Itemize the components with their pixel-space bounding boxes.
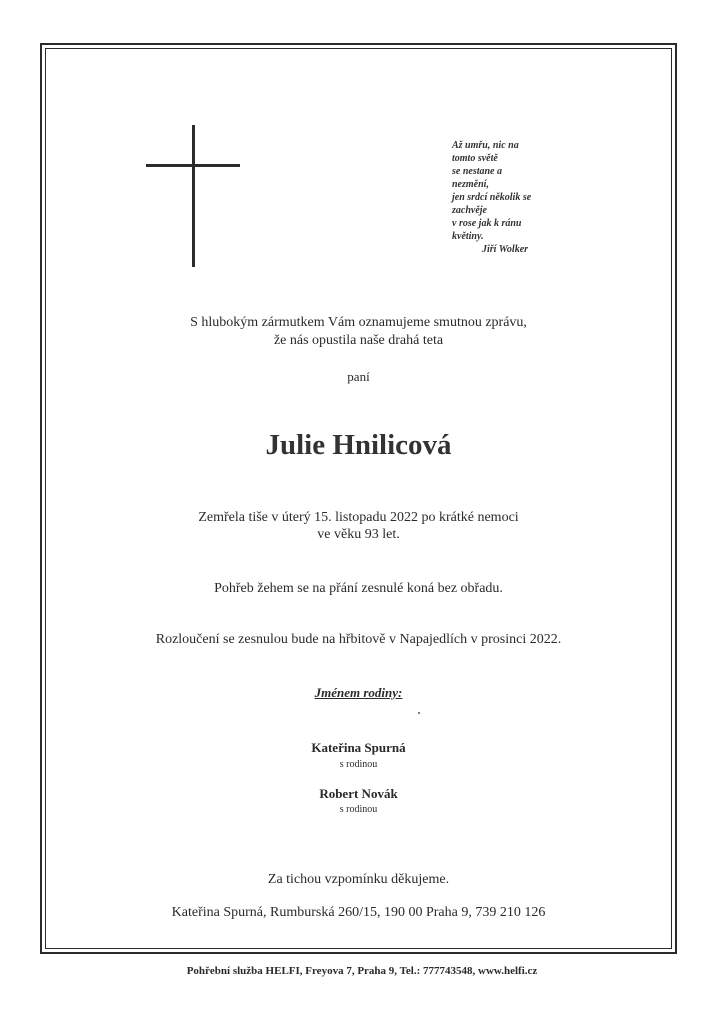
poem-line: květiny.	[452, 231, 484, 242]
death-details-line-1: Zemřela tiše v úterý 15. listopadu 2022 po krátké nemoci	[198, 510, 519, 525]
signer-name: Robert Novák	[319, 786, 398, 801]
signer-note: s rodinou	[339, 759, 378, 770]
poem-line: nezmění,	[452, 179, 489, 190]
poem-line: Až umřu, nic na	[452, 140, 519, 151]
signer-name: Kateřina Spurná	[311, 740, 406, 755]
stray-mark	[418, 712, 420, 714]
signer-note: s rodinou	[339, 804, 378, 815]
funeral-info: Pohřeb žehem se na přání zesnulé koná bez obřadu.	[214, 581, 503, 596]
thanks-line: Za tichou vzpomínku děkujeme.	[267, 872, 450, 887]
poem-line: zachvěje	[452, 205, 487, 216]
poem-quote	[452, 139, 582, 256]
honorific: paní	[347, 369, 370, 384]
cross-horizontal-bar	[146, 164, 240, 167]
farewell-info: Rozloučení se zesnulou bude na hřbitově v Napajedlích v prosinci 2022.	[155, 632, 562, 647]
poem-line: tomto světě	[452, 153, 498, 164]
family-label	[45, 685, 672, 701]
announcement-intro	[45, 314, 672, 350]
death-details-line-2: ve věku 93 let.	[317, 527, 400, 542]
cross-icon	[146, 125, 240, 267]
funeral-service-footer: Pohřební služba HELFI, Freyova 7, Praha 9, Tel.: 777743548, www.helfi.cz	[186, 965, 538, 977]
poem-line: jen srdcí několik se	[452, 192, 532, 203]
family-label-text: Jménem rodiny:	[314, 685, 403, 700]
poem-line: v rose jak k ránu	[452, 218, 522, 229]
poem-author: Jiří Wolker	[482, 244, 529, 255]
poem-line: se nestane a	[452, 166, 502, 177]
intro-line-2: že nás opustila naše drahá teta	[273, 333, 444, 348]
contact-address: Kateřina Spurná, Rumburská 260/15, 190 00 Praha 9, 739 210 126	[171, 905, 546, 920]
intro-line-1: S hlubokým zármutkem Vám oznamujeme smutnou zprávu,	[190, 315, 527, 330]
cross-vertical-bar	[192, 125, 195, 267]
deceased-name: Julie Hnilicová	[265, 429, 452, 461]
death-details	[45, 509, 672, 543]
